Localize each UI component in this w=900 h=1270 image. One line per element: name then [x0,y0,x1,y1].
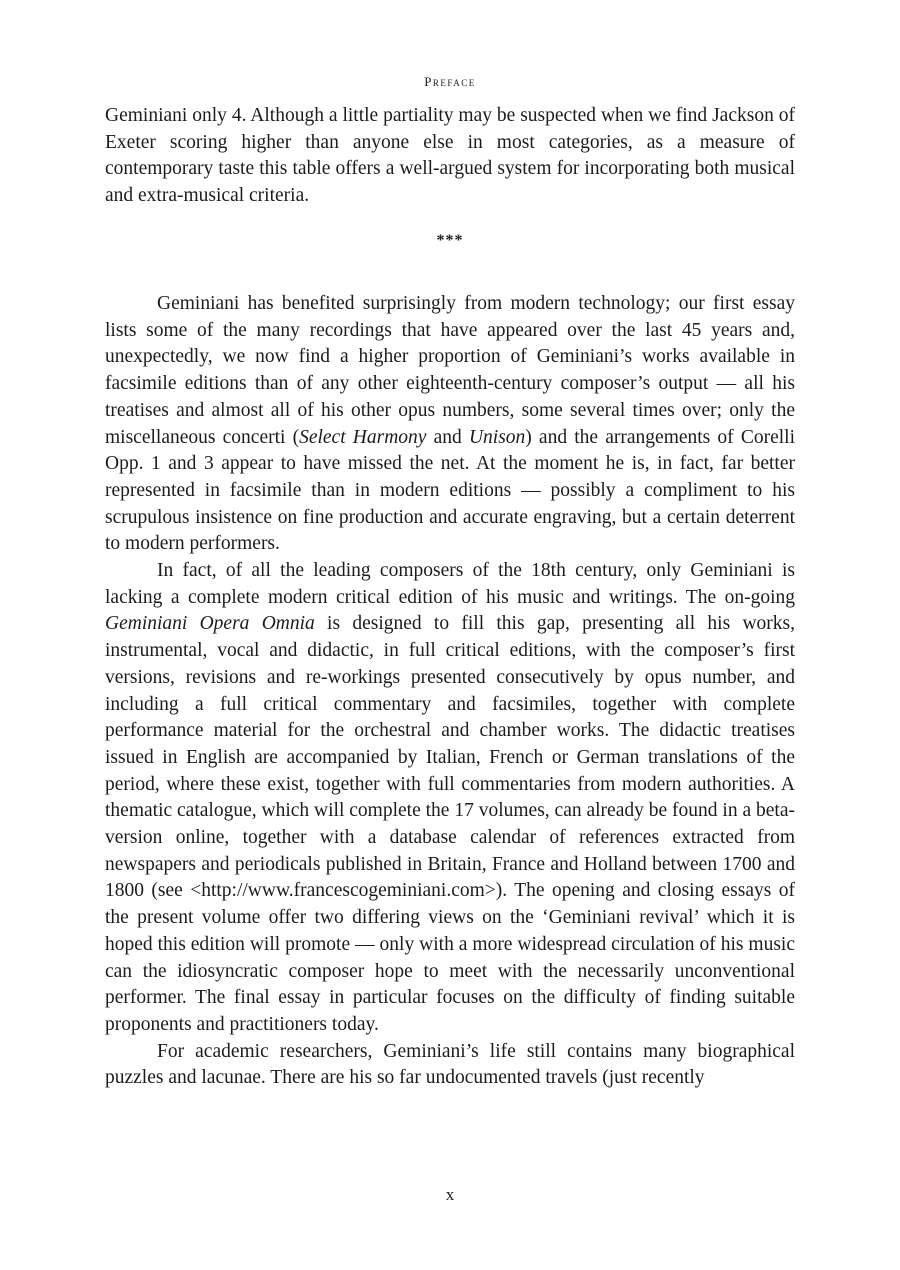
paragraph-2-text-b: is designed to fill this gap, presenting all his works, instrumental, vocal and didactic, in full critical editions, with the composer’s first versions, revisions and re-workings presented consecutively by opus number, and including a full critical commentary and facsimiles, together with complete performance material for the orchestral and chamber works. The didactic treatises issued in English are accompanied by Italian, French or German translations of the period, where these exist, together with full commentaries from modern authorities. A thematic catalogue, which will complete the 17 volumes, can already be found in a beta-version online, together with a database calendar of references extracted from newspapers and periodicals published in Britain, France and Holland between 1700 and 1800 (see <http://www.francescogeminiani.com>). The opening and closing essays of the present volume offer two differing views on the ‘Geminiani revival’ which it is hoped this edition will promote — only with a more widespread circulation of his music can the idiosyncratic composer hope to meet with the necessarily unconventional performer. The final essay in particular focuses on the difficulty of finding suitable proponents and practitioners today. [105,613,795,1035]
paragraph-1-italic-unison: Unison [468,426,526,448]
paragraph-1-text-c: ) and the arrangements of Corelli Opp. 1 and 3 appear to have missed the net. At the moment he is, in fact, far better represented in facsimile than in modern editions — possibly a compliment to his scrupulous insistence on fine production and accurate engraving, but a certain deterrent to modern performers. [105,426,795,555]
paragraph-1-italic-select-harmony: Select Harmony [299,426,427,448]
opening-text-block [105,103,795,210]
paragraph-3: For academic researchers, Geminiani’s life still contains many biographical puzzles and lacunae. There are his so far undocumented travels (just recently [105,1040,795,1089]
body-text-block [105,291,795,1092]
running-head: Preface [424,74,476,89]
paragraph-1-text-b: and [426,426,469,448]
opening-paragraph: Geminiani only 4. Although a little partiality may be suspected when we find Jackson of Exeter scoring higher than anyone else in most categories, as a measure of contemporary taste this table offers a well-argued system for incorporating both musical and extra-musical criteria. [105,105,795,207]
paragraph-2 [105,558,795,1039]
page-number: x [445,1185,455,1204]
section-break-asterisks: *** [436,232,464,249]
paragraph-1-text-a: Geminiani has benefited surprisingly from modern technology; our first essay lists some of the many recordings that have appeared over the last 45 years and, unexpectedly, we now find a higher proportion of Geminiani’s works available in facsimile editions than of any other eighteenth-century composer’s output — all his treatises and almost all of his other opus numbers, some several times over; only the miscellaneous concerti ( [105,293,795,448]
paragraph-2-italic-opera-omnia: Geminiani Opera Omnia [105,613,315,635]
paragraph-1 [105,291,795,558]
paragraph-2-text-a: In fact, of all the leading composers of the 18th century, only Geminiani is lacking a complete modern critical edition of his music and writings. The on-going [105,560,795,608]
